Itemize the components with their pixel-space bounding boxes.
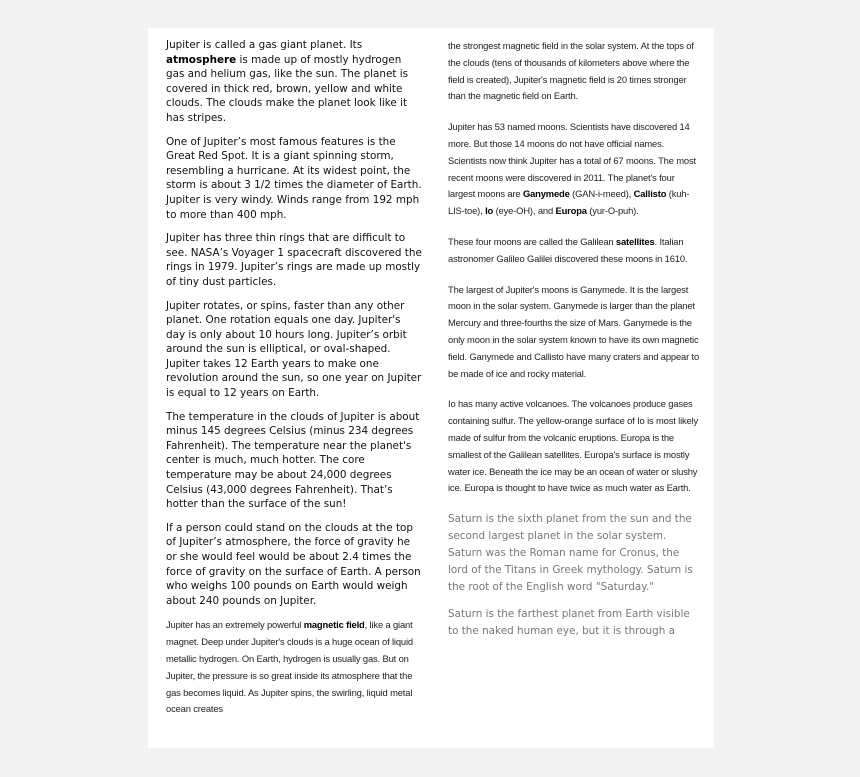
paragraph-saturn-visibility: Saturn is the farthest planet from Earth visible to the naked human eye, but it is through a [448, 608, 690, 638]
paragraph-magnetic-field [166, 617, 422, 718]
paragraph-saturn-intro: Saturn is the sixth planet from the sun and the second largest planet in the solar system. Saturn was the Roman name for Cronus, the lord of the Titans in Greek mythology. Saturn is the root of the English word "Saturday." [448, 513, 693, 594]
paragraph-gas-giant [166, 38, 422, 126]
bold-term-callisto: Callisto [633, 188, 667, 200]
text-span: is made up of mostly hydrogen gas and helium gas, like the sun. The planet is covered in thick red, brown, yellow and white clouds. The clouds make the planet look like it has stripes. [166, 53, 409, 124]
text-span: (GAN-i-meed), [569, 188, 634, 200]
bold-term-europa: Europa [555, 205, 587, 217]
text-span: (kuh-LIS-toe), [448, 188, 690, 217]
bold-term-atmosphere: atmosphere [166, 53, 237, 66]
bold-term-magnetic-field: magnetic field [303, 619, 365, 631]
paragraph-io-europa: Io has many active volcanoes. The volcanoes produce gases containing sulfur. The yellow-orange surface of Io is most likely made of sulfur from the volcanic eruptions. Europa is the smallest of the Galilean satellites. Europa's surface is mostly water ice. Beneath the ice may be an ocean of water or slushy ice. Europa is thought to have twice as much water as Earth. [448, 398, 699, 494]
bold-term-ganymede: Ganymede [522, 188, 570, 200]
paragraph-gravity: If a person could stand on the clouds at the top of Jupiter’s atmosphere, the force of gravity he or she would feel would be about 2.4 times the force of gravity on the surface of Earth. A person who weighs 100 pounds on Earth would weigh about 240 pounds on Jupiter. [166, 521, 421, 607]
left-column [166, 38, 422, 732]
document-page [148, 28, 714, 748]
text-span: . Italian astronomer Galileo Galilei discovered these moons in 1610. [448, 235, 688, 264]
text-span: These four moons are called the Galilean [448, 235, 616, 247]
text-span: Jupiter is called a gas giant planet. Its [166, 39, 363, 51]
bold-term-satellites: satellites [615, 235, 655, 247]
text-span: (yur-O-puh). [586, 205, 639, 217]
bold-term-io: Io [485, 205, 494, 217]
paragraph-rings: Jupiter has three thin rings that are difficult to see. NASA’s Voyager 1 spacecraft discovered the rings in 1979. Jupiter’s rings are made up mostly of tiny dust particles. [166, 232, 422, 288]
paragraph-galilean-satellites [448, 234, 700, 268]
paragraph-rotation: Jupiter rotates, or spins, faster than any other planet. One rotation equals one day. Jupiter's day is only about 10 hours long. Jupiter’s orbit around the sun is elliptical, or oval-shaped. Jupiter takes 12 Earth years to make one revolution around the sun, so one year on Jupiter is equal to 12 years on Earth. [166, 299, 422, 400]
paragraph-temperature: The temperature in the clouds of Jupiter is about minus 145 degrees Celsius (minus 234 degrees Fahrenheit). The temperature near the planet's center is much, much hotter. The core temperature may be about 24,000 degrees Celsius (43,000 degrees Fahrenheit). That’s hotter than the surface of the sun! [166, 410, 420, 511]
text-span: (eye-OH), and [493, 205, 556, 217]
text-span: Jupiter has an extremely powerful [166, 619, 304, 631]
paragraph-magnetic-field-continued: the strongest magnetic field in the solar system. At the tops of the clouds (tens of thousands of kilometers above where the field is created), Jupiter's magnetic field is 20 times stronger than the magnetic field on Earth. [448, 40, 694, 102]
paragraph-great-red-spot: One of Jupiter’s most famous features is the Great Red Spot. It is a giant spinning storm, resembling a hurricane. At its widest point, the storm is about 3 1/2 times the diameter of Earth. Jupiter is very windy. Winds range from 192 mph to more than 400 mph. [166, 135, 422, 221]
text-span: , like a giant magnet. Deep under Jupiter's clouds is a huge ocean of liquid metallic hydrogen. On Earth, hydrogen is usually gas. But on Jupiter, the pressure is so great inside its atmosphere that the gas becomes liquid. As Jupiter spins, the swirling, liquid metal ocean creates [166, 619, 413, 715]
paragraph-ganymede: The largest of Jupiter's moons is Ganymede. It is the largest moon in the solar system. Ganymede is larger than the planet Mercury and three-fourths the size of Mars. Ganymede is the only moon in the solar system known to have its own magnetic field. Ganymede and Callisto have many craters and appear to be made of ice and rocky material. [448, 283, 700, 379]
right-column [448, 38, 700, 650]
text-span: Jupiter has 53 named moons. Scientists have discovered 14 more. But those 14 moons do not have official names. Scientists now think Jupiter has a total of 67 moons. The most recent moons were discovered in 2011. The planet's four largest moons are [448, 121, 696, 200]
paragraph-moons [448, 119, 700, 220]
